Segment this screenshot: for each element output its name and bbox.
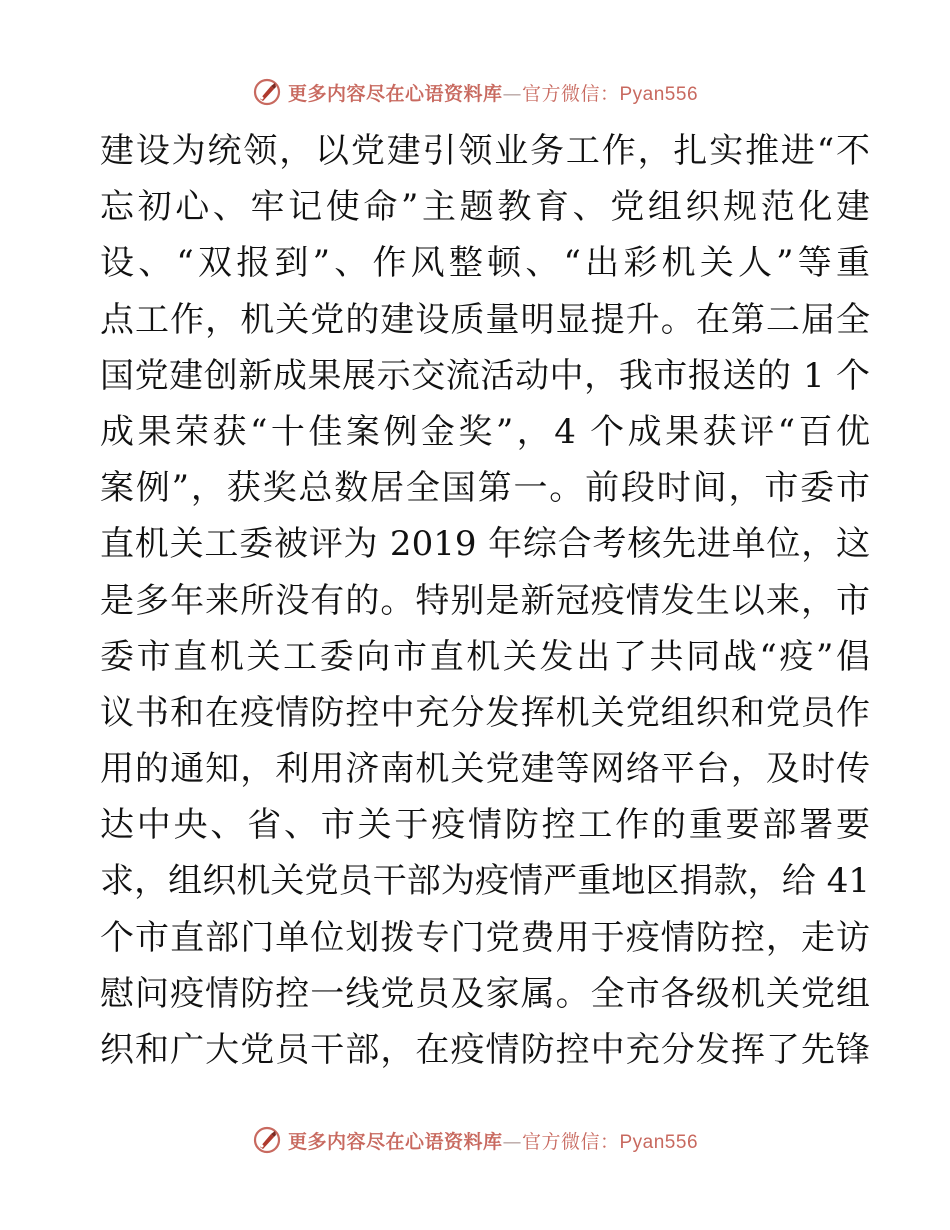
text-line: 国党建创新成果展示交流活动中，我市报送的 1 个 — [100, 355, 870, 396]
document-body — [100, 123, 870, 1078]
text-line: 点工作，机关党的建设质量明显提升。在第二届全 — [100, 299, 870, 340]
pen-nib-logo-icon — [252, 77, 282, 107]
text-line: 个市直部门单位划拨专门党费用于疫情防控，走访 — [100, 917, 870, 958]
watermark-main-text: 更多内容尽在心语资料库 — [287, 1130, 503, 1153]
footer-watermark — [0, 1120, 950, 1160]
header-watermark — [0, 72, 950, 112]
text-line: 议书和在疫情防控中充分发挥机关党组织和党员作 — [100, 692, 870, 733]
watermark-dash: — — [502, 82, 522, 105]
text-line: 委市直机关工委向市直机关发出了共同战“疫”倡 — [100, 636, 870, 677]
text-line: 织和广大党员干部，在疫情防控中充分发挥了先锋 — [100, 1030, 870, 1070]
watermark-text — [288, 79, 698, 106]
text-line: 用的通知，利用济南机关党建等网络平台，及时传 — [100, 749, 870, 790]
text-line: 是多年来所没有的。特别是新冠疫情发生以来，市 — [100, 580, 870, 621]
text-line: 建设为统领，以党建引领业务工作，扎实推进“不 — [100, 131, 870, 171]
text-line: 成果荣获“十佳案例金奖”，4 个成果获评“百优 — [100, 411, 870, 452]
text-line: 案例”，获奖总数居全国第一。前段时间，市委市 — [100, 468, 870, 509]
text-line: 达中央、省、市关于疫情防控工作的重要部署要 — [100, 805, 870, 846]
watermark-text — [288, 1127, 698, 1154]
text-line: 设、“双报到”、作风整顿、“出彩机关人”等重 — [100, 243, 870, 284]
watermark-wechat-id: Pyan556 — [619, 83, 699, 105]
pen-nib-logo-icon — [252, 1125, 282, 1155]
watermark-main-text: 更多内容尽在心语资料库 — [287, 82, 503, 105]
text-line: 忘初心、牢记使命”主题教育、党组织规范化建 — [100, 187, 870, 228]
watermark-dash: — — [502, 1130, 522, 1153]
watermark-group — [252, 77, 698, 107]
text-line: 直机关工委被评为 2019 年综合考核先进单位，这 — [100, 524, 870, 565]
watermark-label: 官方微信： — [521, 82, 620, 105]
watermark-label: 官方微信： — [521, 1130, 620, 1153]
watermark-group — [252, 1125, 698, 1155]
text-line: 求，组织机关党员干部为疫情严重地区捐款，给 41 — [100, 861, 870, 902]
text-line: 慰问疫情防控一线党员及家属。全市各级机关党组 — [100, 973, 870, 1014]
watermark-wechat-id: Pyan556 — [619, 1131, 699, 1153]
